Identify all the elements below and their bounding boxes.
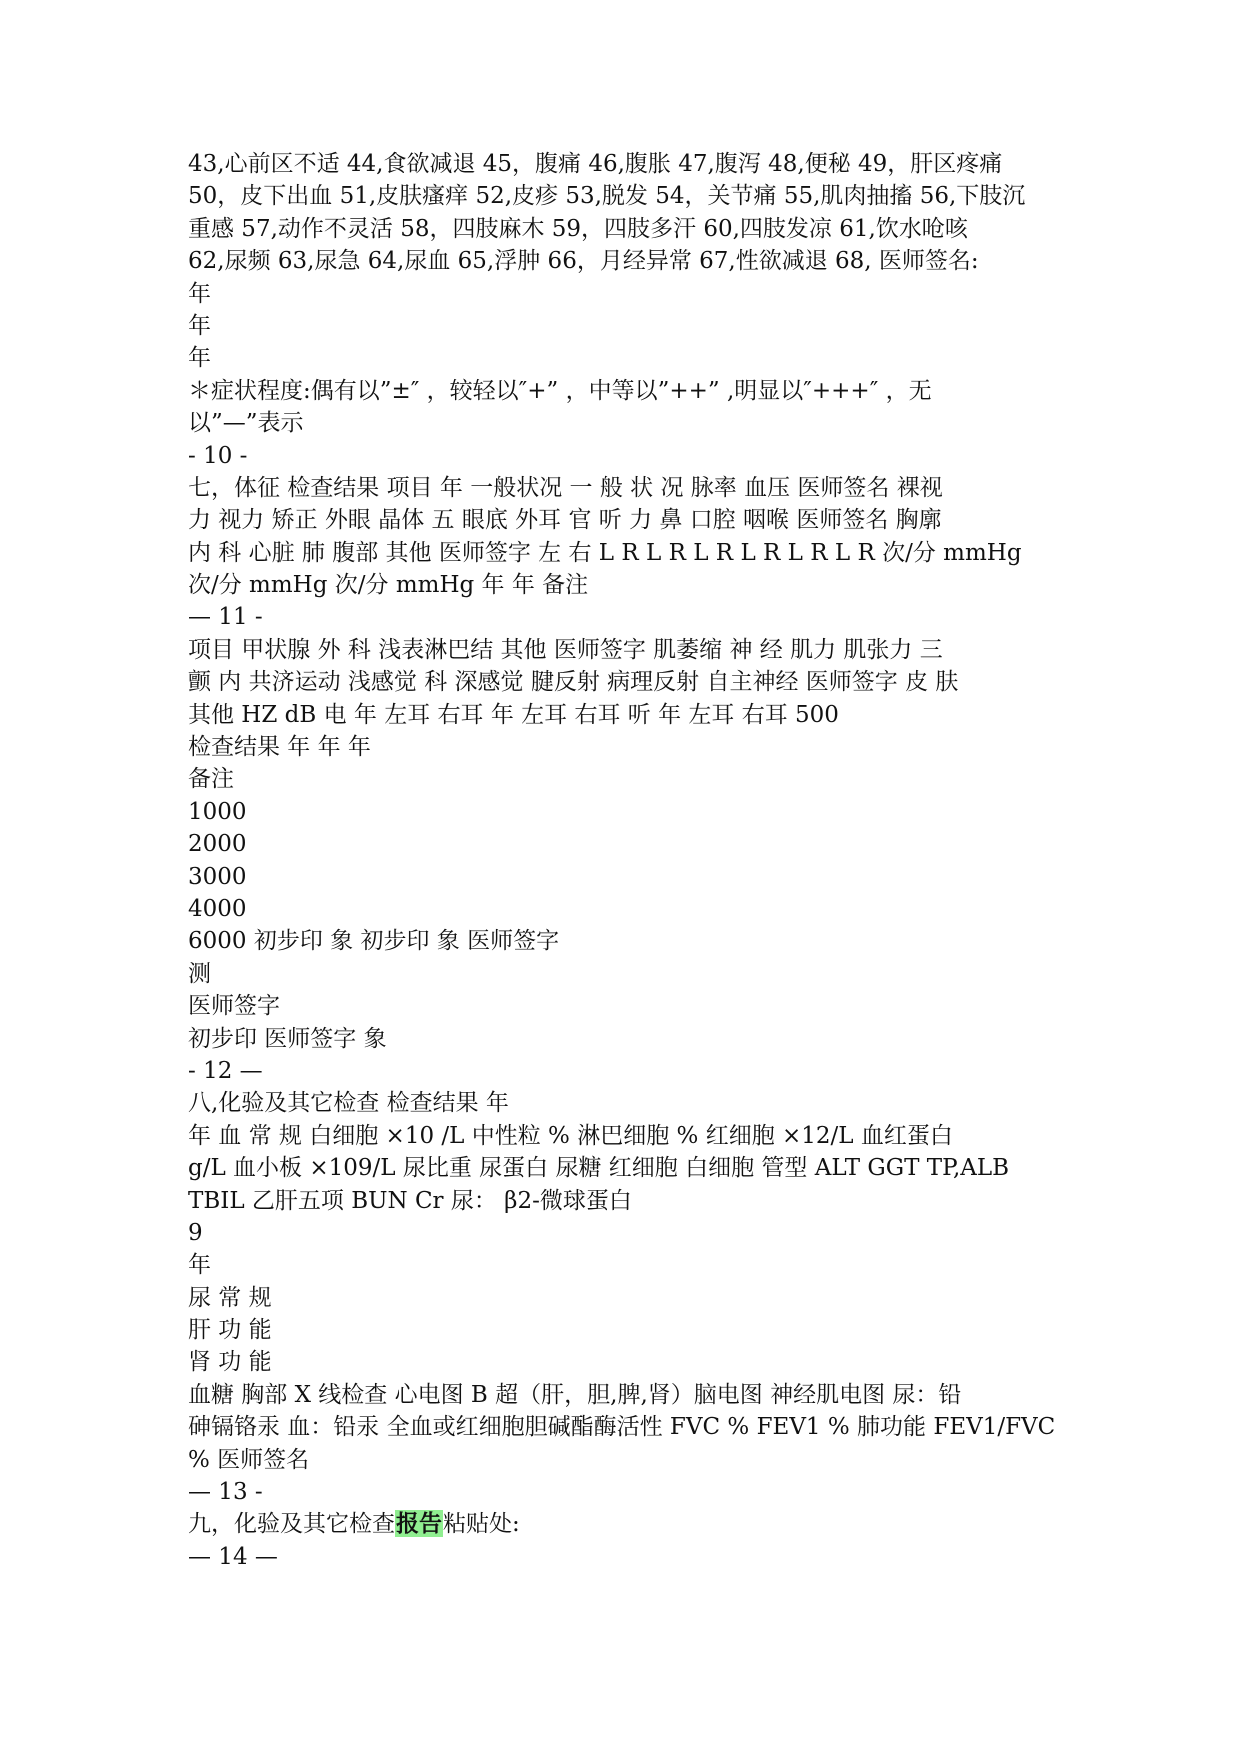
text-line: 50，皮下出血 51,皮肤瘙痒 52,皮疹 53,脱发 54，关节痛 55,肌肉抽搐 56,下肢沉 [188, 183, 1026, 210]
page-number-14: — 14 — [188, 1543, 278, 1570]
text-line: — 13 - [188, 1479, 263, 1506]
text-line: 1000 [188, 798, 247, 825]
paste-heading-after: 粘贴处: [443, 1511, 520, 1538]
text-line: 43,心前区不适 44,食欲减退 45，腹痛 46,腹胀 47,腹泻 48,便秘 49，肝区疼痛 [188, 151, 1003, 177]
paste-heading-before: 九，化验及其它检查 [188, 1511, 395, 1538]
document-body [188, 148, 1188, 1573]
text-line: 年 血 常 规 白细胞 ×10 /L 中性粒 % 淋巴细胞 % 红细胞 ×12/L 血红蛋白 [188, 1122, 953, 1149]
text-line: 4000 [188, 895, 247, 922]
text-line: 重感 57,动作不灵活 58，四肢麻木 59，四肢多汗 60,四肢发凉 61,饮水呛咳 [188, 215, 968, 242]
text-line: 其他 HZ dB 电 年 左耳 右耳 年 左耳 右耳 听 年 左耳 右耳 500 [188, 701, 839, 728]
text-line: 备注 [188, 766, 234, 793]
text-line: 年 [188, 1252, 211, 1279]
text-line: 七，体征 检查结果 项目 年 一般状况 一 般 状 况 脉率 血压 医师签名 裸视 [188, 474, 943, 501]
text-line: — 11 - [188, 604, 263, 631]
text-line: ＊症状程度:偶有以”±″ ，较轻以″+” ，中等以”++” ,明显以″+++″ ，无 [188, 377, 932, 404]
text-line: - 12 — [188, 1057, 263, 1084]
text-line: 年 [188, 280, 211, 307]
text-line: 肝 功 能 [188, 1317, 272, 1344]
text-line: 次/分 mmHg 次/分 mmHg 年 年 备注 [188, 572, 589, 599]
text-line: g/L 血小板 ×109/L 尿比重 尿蛋白 尿糖 红细胞 白细胞 管型 ALT GGT TP,ALB [188, 1155, 1010, 1182]
text-line: 62,尿频 63,尿急 64,尿血 65,浮肿 66，月经异常 67,性欲减退 68, 医师签名: [188, 248, 979, 275]
text-line: % 医师签名 [188, 1446, 310, 1473]
text-line: 年 [188, 312, 211, 339]
text-line: 尿 常 规 [188, 1284, 272, 1311]
text-line: 2000 [188, 831, 247, 858]
text-lines [188, 148, 1188, 1508]
text-line: 肾 功 能 [188, 1349, 272, 1376]
text-line: 项目 甲状腺 外 科 浅表淋巴结 其他 医师签字 肌萎缩 神 经 肌力 肌张力 三 [188, 636, 943, 663]
text-line: 检查结果 年 年 年 [188, 734, 371, 761]
text-line: 力 视力 矫正 外眼 晶体 五 眼底 外耳 官 听 力 鼻 口腔 咽喉 医师签名 胸廓 [188, 507, 942, 534]
text-line: 八,化验及其它检查 检查结果 年 [188, 1090, 509, 1117]
text-line: 年 [188, 345, 211, 372]
text-line: 初步印 医师签字 象 [188, 1025, 387, 1052]
text-line: 内 科 心脏 肺 腹部 其他 医师签字 左 右 L R L R L R L R L R L R 次/分 mmHg [188, 539, 1022, 566]
text-line: - 10 - [188, 442, 248, 469]
paste-area-heading [188, 1508, 1188, 1540]
text-line: 测 [188, 960, 211, 987]
text-line: 颤 内 共济运动 浅感觉 科 深感觉 腱反射 病理反射 自主神经 医师签字 皮 肤 [188, 669, 959, 696]
text-line: 9 [188, 1219, 203, 1246]
text-line: 以”—”表示 [188, 410, 304, 437]
text-line: 3000 [188, 863, 247, 890]
highlighted-word: 报告 [396, 1510, 442, 1538]
text-line: 医师签字 [188, 993, 280, 1020]
text-line: 砷镉铬汞 血：铅汞 全血或红细胞胆碱酯酶活性 FVC % FEV1 % 肺功能 FEV1/FVC [188, 1414, 1056, 1441]
text-line: 6000 初步印 象 初步印 象 医师签字 [188, 928, 560, 955]
text-line: TBIL 乙肝五项 BUN Cr 尿： β2-微球蛋白 [188, 1187, 632, 1214]
text-line: 血糖 胸部 X 线检查 心电图 B 超（肝，胆,脾,肾）脑电图 神经肌电图 尿：铅 [188, 1381, 962, 1408]
